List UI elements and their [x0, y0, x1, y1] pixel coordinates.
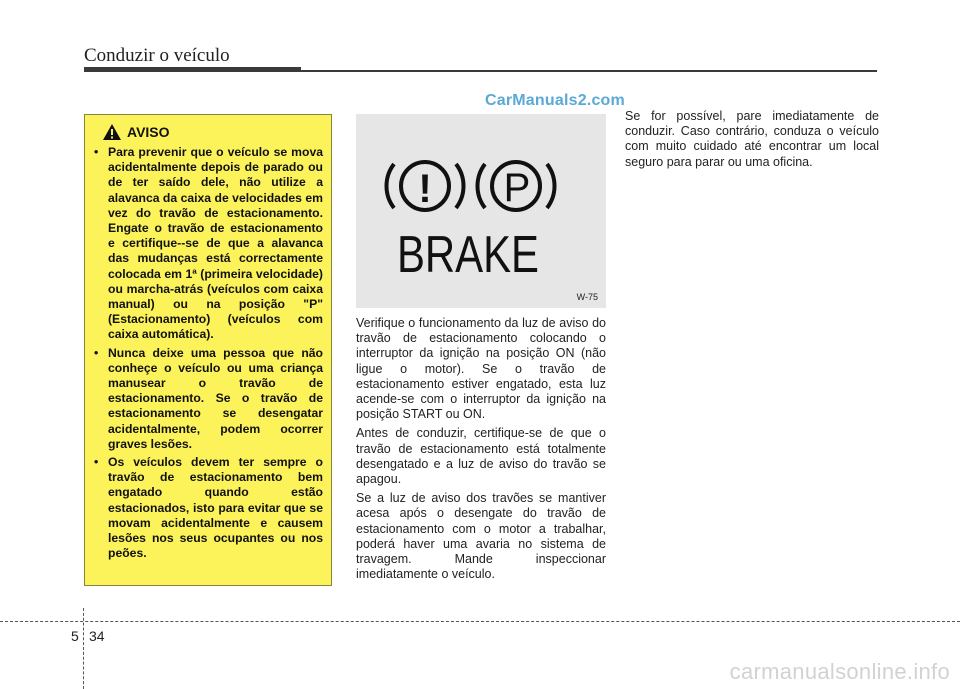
warning-item: • Nunca deixe uma pessoa que não conheçe o veículo ou uma criança manusear o travão de estacionamento. Se o travão de estacionamento se desengatar acidentalmente, podem ocorrer graves lesões.	[94, 346, 323, 452]
warning-list	[94, 145, 323, 561]
body-paragraph: Se for possível, pare imediatamente de conduzir. Caso contrário, conduza o veículo com muito cuidado até encontrar um local seguro para parar ou uma oficina.	[625, 109, 879, 169]
body-text-middle	[356, 316, 606, 586]
brake-warning-light-icon	[356, 114, 606, 308]
footer-vertical-line	[83, 608, 84, 689]
warning-title: AVISO	[127, 124, 170, 140]
header-rule-thin	[301, 70, 877, 72]
watermark-top[interactable]: CarManuals2.com	[485, 92, 625, 109]
warning-box	[84, 114, 332, 586]
warning-triangle-icon	[102, 123, 122, 141]
footer-dashed-line	[0, 621, 960, 622]
exclamation-symbol: !	[418, 167, 432, 211]
body-paragraph: Verifique o funcionamento da luz de aviso do travão de estacionamento colocando o interruptor da ignição na posição ON (não ligue o motor). Se o travão de estacionamento estiver engatado, esta luz acende-se com o interruptor da ignição na posição START ou ON.	[356, 316, 606, 422]
body-paragraph: Antes de conduzir, certifique-se de que o travão de estacionamento está totalmente desengatado e a luz de aviso do travão se apagou.	[356, 426, 606, 487]
warning-header	[102, 123, 323, 141]
page-header-title: Conduzir o veículo	[84, 45, 230, 66]
header-rule-thick	[84, 67, 301, 72]
brake-label: BRAKE	[397, 226, 539, 284]
warning-item: • Para prevenir que o veículo se mova acidentalmente depois de parado ou de ter saído dele, não utilize a alavanca da caixa de velocidades em vez do travão de estacionamento. Engate o travão de estacionamento e certifique--se de que a alavanca das mudanças está correctamente colocada em 1ª (primeira velocidade) ou marcha-atrás (veículos com caixa manual) ou na posição "P" (Estacionamento) (veículos com caixa automática).	[94, 145, 323, 343]
page-number: 34	[89, 628, 105, 644]
brake-warning-figure	[356, 114, 606, 308]
watermark-bottom[interactable]: carmanualsonline.info	[729, 659, 950, 684]
body-paragraph: Se a luz de aviso dos travões se mantiver acesa após o desengate do travão de estacionamento com o motor a trabalhar, poderá haver uma avaria no sistema de travagem. Mande inspeccionar imediatamente o veículo.	[356, 491, 606, 582]
warning-item: • Os veículos devem ter sempre o travão de estacionamento bem engatado quando estão estacionados, isto para evitar que se movam acidentalmente e causem lesões nos seus ocupantes ou nos peões.	[94, 455, 323, 561]
chapter-number: 5	[71, 628, 79, 644]
figure-code: W-75	[576, 292, 598, 302]
parking-symbol: P	[503, 166, 531, 210]
body-text-right	[625, 109, 879, 170]
